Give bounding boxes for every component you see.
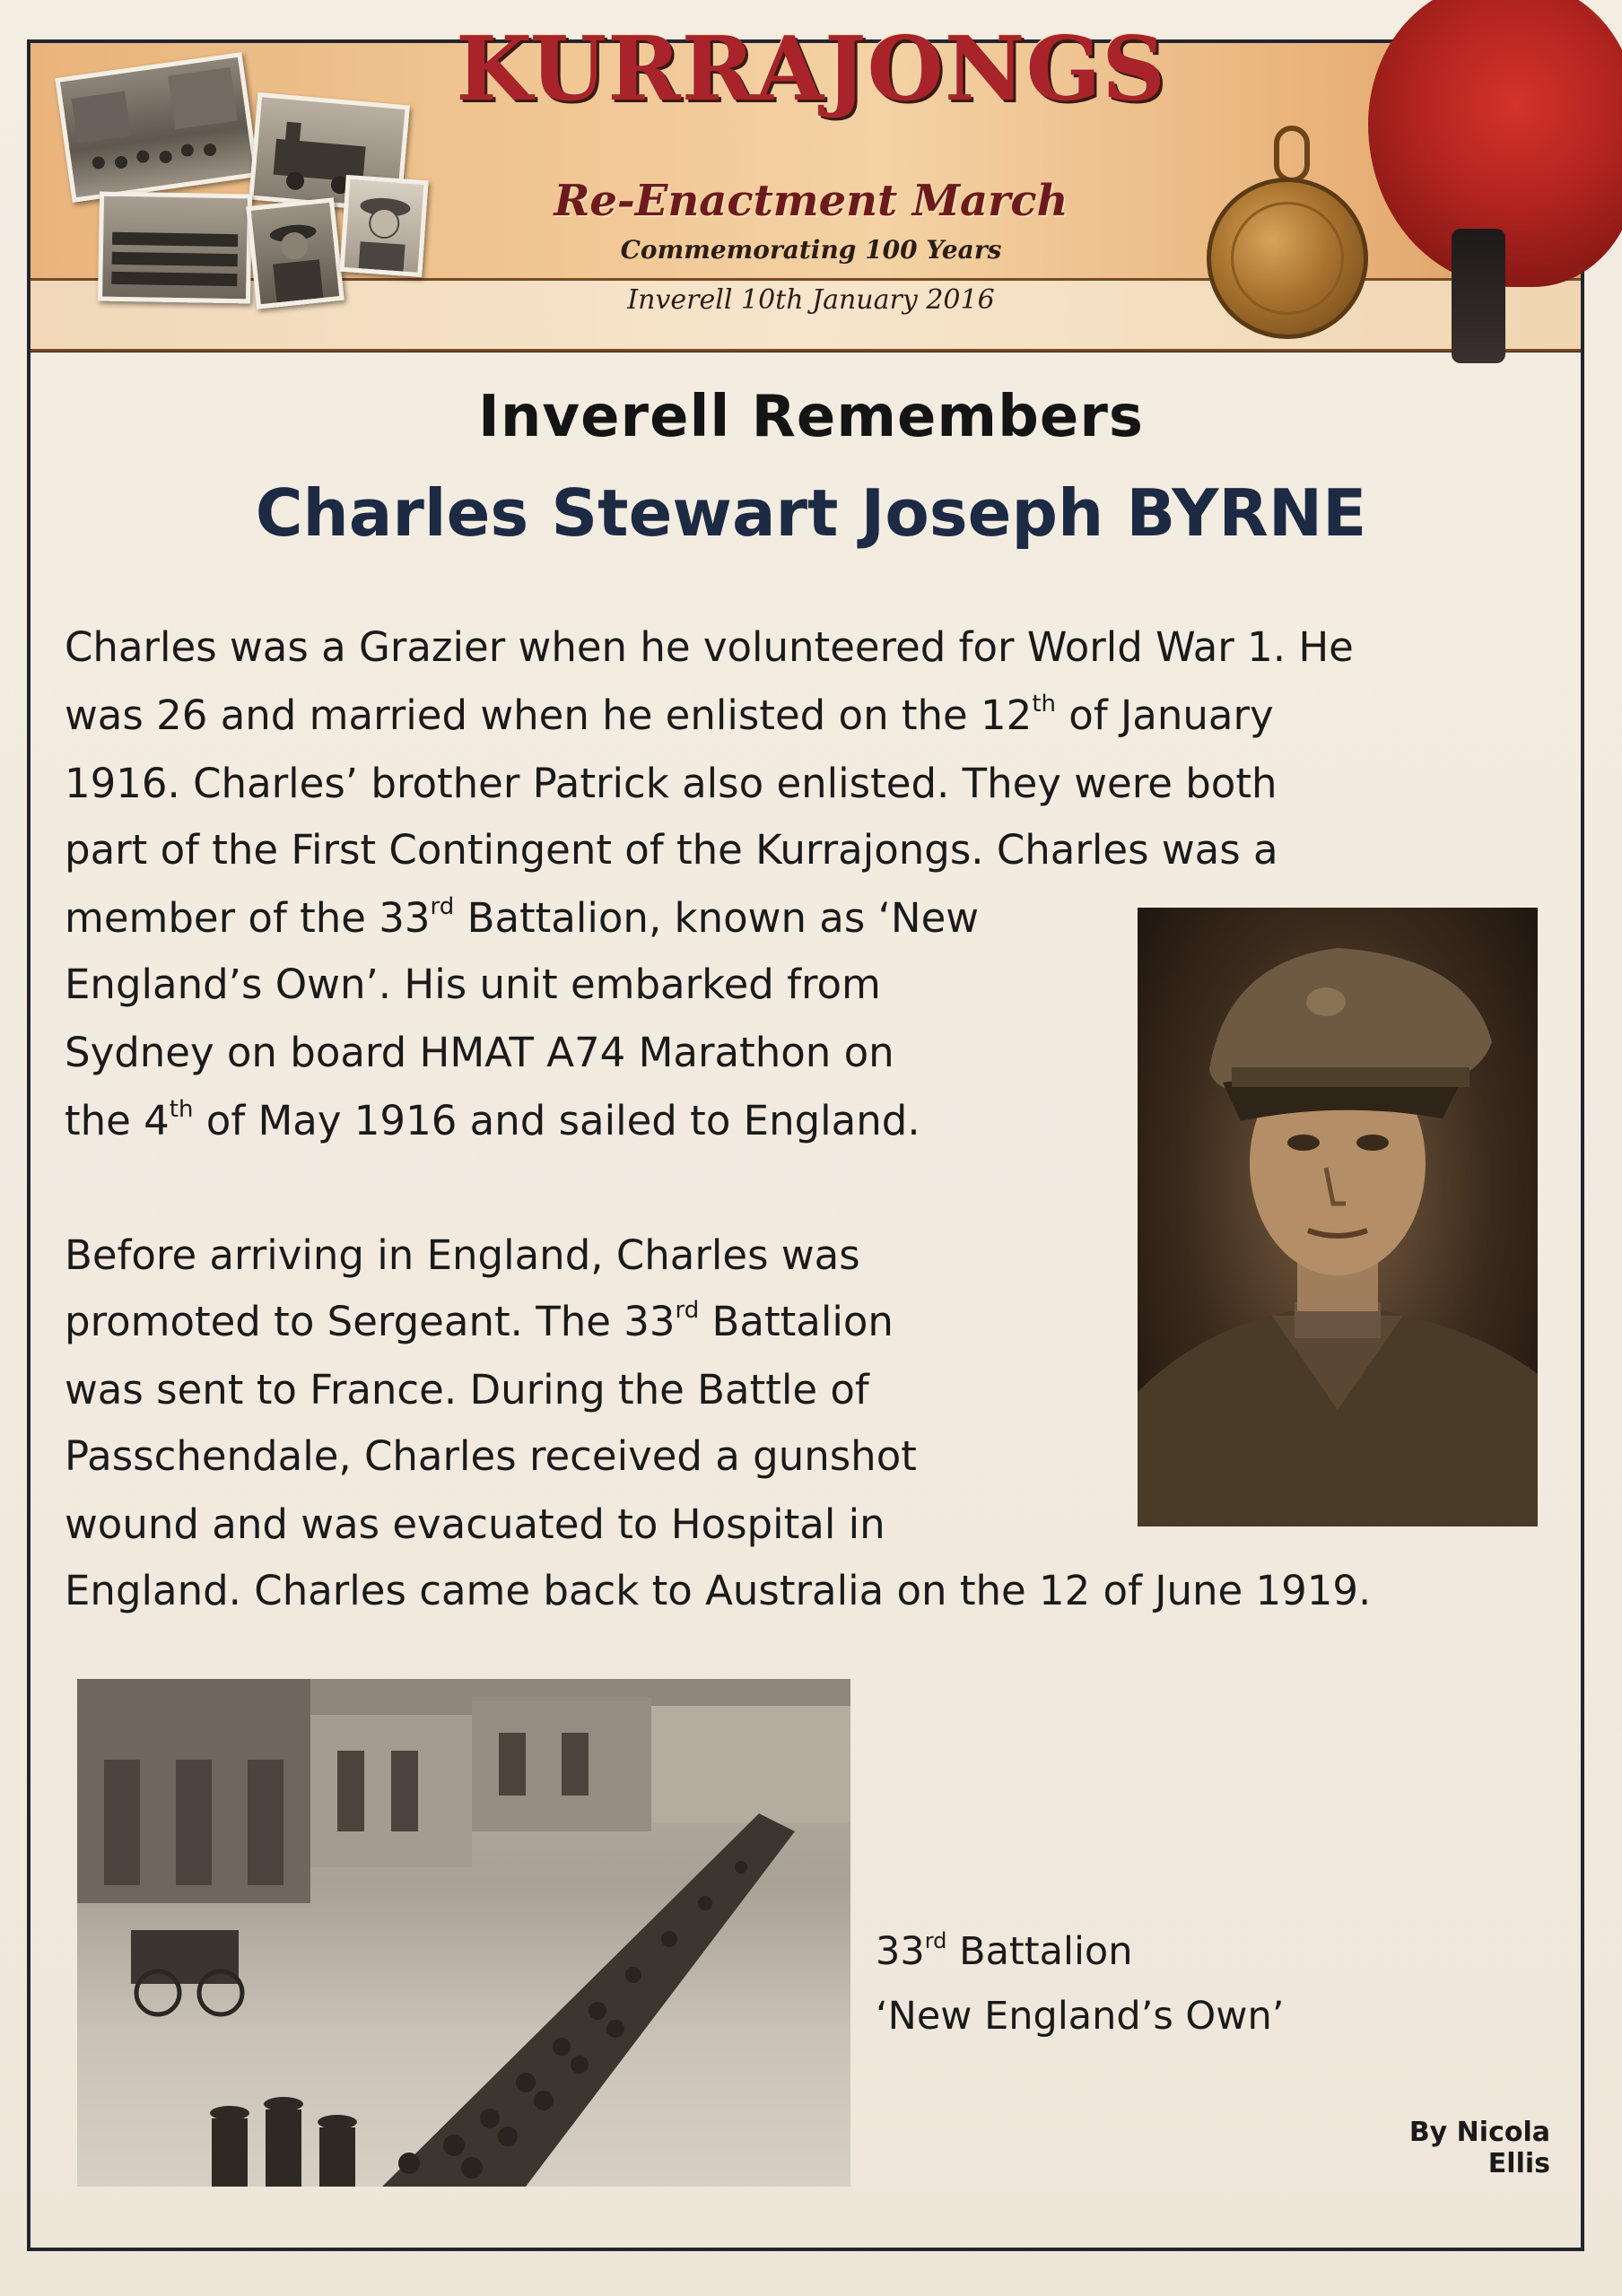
parade-street-icon (77, 1679, 850, 2187)
banner-date: Inverell 10th January 2016 (627, 284, 995, 316)
banner-title: KURRAJONGS (456, 18, 1166, 121)
soldier-portrait-photo (1138, 908, 1538, 1526)
medal-icon (1207, 178, 1368, 339)
body-line: Passchendale, Charles received a gunshot (65, 1432, 917, 1480)
body-line: England’s Own’. His unit embarked from (65, 961, 881, 1008)
yarn-tail (1452, 229, 1505, 363)
person-name: Charles Stewart Joseph BYRNE (255, 475, 1367, 551)
body-line: was 26 and married when he enlisted on the 12th of January (65, 691, 1274, 739)
banner-subtitle: Re-Enactment March (554, 176, 1068, 226)
body-line: wound and was evacuated to Hospital in (65, 1500, 885, 1548)
body-line: 1916. Charles’ brother Patrick also enlisted. They were both (65, 760, 1278, 807)
body-line: the 4th of May 1916 and sailed to England. (65, 1096, 920, 1144)
author-credit: By Nicola Ellis (1408, 2117, 1550, 2179)
body-line: member of the 33rd Battalion, known as ‘New (65, 893, 980, 942)
parade-photo (77, 1679, 850, 2187)
body-line: Sydney on board HMAT A74 Marathon on (65, 1029, 894, 1076)
body-line: part of the First Contingent of the Kurrajongs. Charles was a (65, 826, 1278, 874)
parade-caption-line2: ‘New England’s Own’ (876, 1994, 1285, 2039)
body-line: promoted to Sergeant. The 33rd Battalion (65, 1297, 894, 1345)
page-heading: Inverell Remembers (478, 384, 1144, 450)
banner-commemorating: Commemorating 100 Years (620, 235, 1002, 265)
body-line: Charles was a Grazier when he volunteered for World War 1. He (65, 623, 1354, 671)
medal-ring-icon (1274, 126, 1310, 183)
body-line: Before arriving in England, Charles was (65, 1231, 860, 1279)
parade-caption-line1: 33rd Battalion (876, 1928, 1133, 1974)
soldier-portrait-icon (1138, 908, 1538, 1526)
body-line: England. Charles came back to Australia on the 12 of June 1919. (65, 1567, 1372, 1614)
body-line: was sent to France. During the Battle of (65, 1366, 869, 1413)
